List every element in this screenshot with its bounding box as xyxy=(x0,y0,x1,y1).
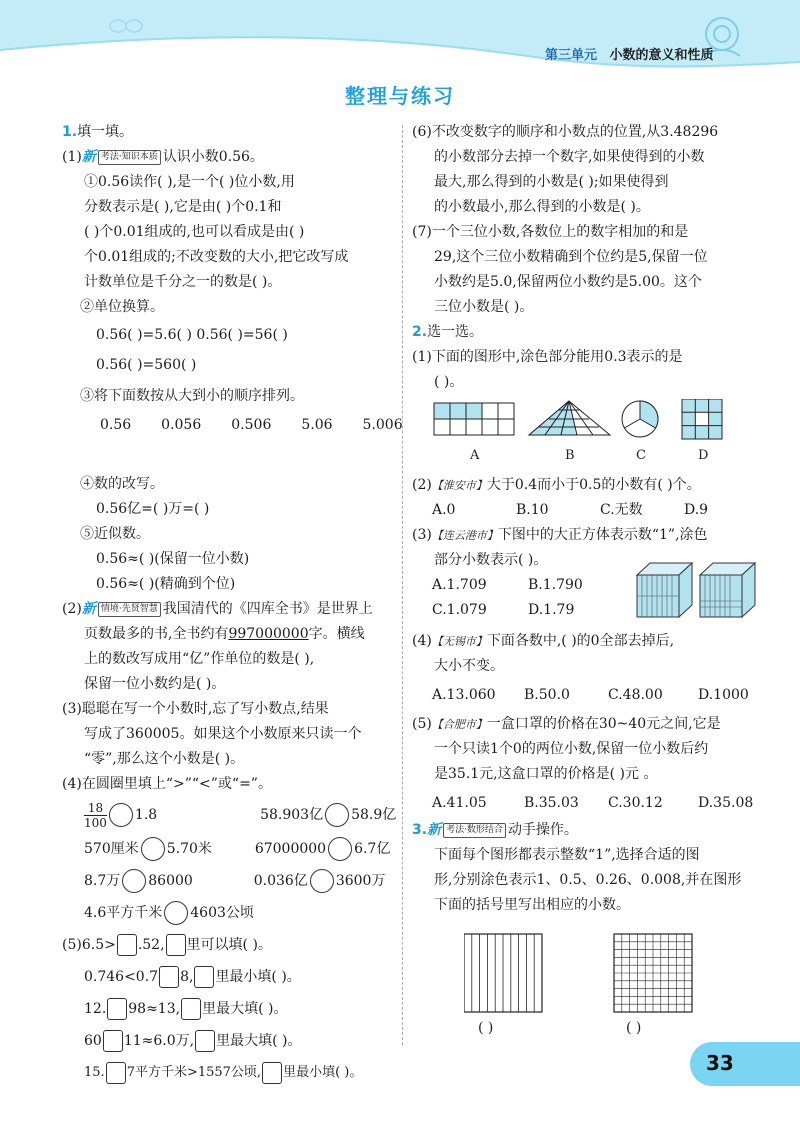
text-span: 页数最多的书,全书约有 xyxy=(84,626,229,642)
option[interactable]: C.30.12 xyxy=(608,795,663,811)
choice-3: (3)【连云港市】下图中的大正方体表示数“1”,涂色 xyxy=(412,527,708,543)
numerator: 18 xyxy=(84,801,107,816)
choice-2: (2)【淮安市】大于0.4而小于0.5的小数有( )个。 xyxy=(412,477,701,493)
section-number: 1. xyxy=(62,124,78,140)
text-line: ①0.56读作( ),是一个( )位小数,用 xyxy=(84,174,295,190)
text-line: 三位小数是( )。 xyxy=(434,299,534,315)
choice-4: (4)【无锡市】下面各数中,( )的0全部去掉后, xyxy=(412,633,675,649)
text-span: 里可以填( )。 xyxy=(186,937,272,953)
question-1-1 xyxy=(62,145,398,170)
text-line: 29,这个三位小数精确到个位约是5,保留一位 xyxy=(434,249,708,265)
answer-blank[interactable]: ( ) xyxy=(626,1020,642,1036)
option[interactable]: D.35.08 xyxy=(698,795,754,811)
figure-b[interactable] xyxy=(529,401,610,435)
text-line: 一个只读1个0的两位小数,保留一位小数后约 xyxy=(434,741,709,757)
compare-circle[interactable] xyxy=(164,901,188,925)
fill-box-row xyxy=(62,1057,398,1089)
city-tag: 【淮安市】 xyxy=(431,479,487,492)
text-line: ( )。 xyxy=(434,374,464,390)
text-span: 里最小填( )。 xyxy=(215,969,301,985)
option[interactable]: D.9 xyxy=(684,502,709,518)
fill-box[interactable] xyxy=(103,1030,123,1052)
cube-figure xyxy=(632,561,762,621)
value: 5.70米 xyxy=(166,841,212,857)
question-text: 下面各数中,( )的0全部去掉后, xyxy=(486,633,675,649)
fill-box[interactable] xyxy=(107,998,127,1020)
number: 5.006 xyxy=(362,417,403,433)
option[interactable]: B.35.03 xyxy=(524,795,579,811)
text-line: 写成了360005。如果这个小数原来只读一个 xyxy=(84,726,362,742)
unit-title: 小数的意义和性质 xyxy=(609,48,714,63)
number: 0.056 xyxy=(161,417,202,433)
value: 8.7万 xyxy=(84,873,121,889)
denominator: 100 xyxy=(84,815,107,830)
number: 0.506 xyxy=(231,417,272,433)
text-span: 里最小填( )。 xyxy=(283,1065,363,1080)
text-line: (3)聪聪在写一个小数时,忘了写小数点,结果 xyxy=(62,701,329,717)
text-line: (1)下面的图形中,涂色部分能用0.3表示的是 xyxy=(412,349,683,365)
option-b-label: B xyxy=(565,448,575,463)
right-column xyxy=(412,120,782,1041)
question-text: 我国清代的《四库全书》是世界上 xyxy=(162,601,373,617)
text-line: 计数单位是千分之一的数是( )。 xyxy=(84,274,282,290)
choice-3-options xyxy=(412,573,782,629)
value: 0.036亿 xyxy=(253,873,308,889)
fraction xyxy=(84,801,107,830)
text-line: 0.56亿=( )万=( ) xyxy=(96,501,210,517)
option[interactable]: C.无数 xyxy=(600,502,643,518)
figure-a[interactable] xyxy=(434,403,514,435)
question-label: (2) xyxy=(62,601,82,617)
value: 4603公顷 xyxy=(190,905,254,921)
text-line: 0.56( )=5.6( ) 0.56( )=56( ) xyxy=(96,327,288,343)
operation-figures xyxy=(464,932,794,1016)
section-2-heading xyxy=(412,320,782,345)
section-title: 选一选。 xyxy=(427,324,484,340)
option[interactable]: C.48.00 xyxy=(608,687,663,703)
fill-box[interactable] xyxy=(166,934,186,956)
text-line: “零”,那么这个小数是( )。 xyxy=(84,751,245,767)
text-line: (6)不改变数字的顺序和小数点的位置,从3.48296 xyxy=(412,124,719,140)
option-d-label: D xyxy=(698,448,709,463)
option-row xyxy=(412,498,782,523)
text-line: 上的数改写成用“亿”作单位的数是( ), xyxy=(84,651,315,667)
text-span: 15. xyxy=(84,1065,105,1080)
answer-row xyxy=(412,1016,782,1041)
option[interactable]: B.1.790 xyxy=(528,577,583,593)
subheading: ③将下面数按从大到小的顺序排列。 xyxy=(80,388,304,404)
option[interactable]: B.50.0 xyxy=(524,687,570,703)
option[interactable]: A.13.060 xyxy=(432,687,496,703)
fill-box[interactable] xyxy=(117,934,137,956)
header-band xyxy=(0,0,800,80)
compare-circle[interactable] xyxy=(141,837,165,861)
number: 5.06 xyxy=(301,417,333,433)
compare-circle[interactable] xyxy=(328,837,352,861)
value: 58.903亿 xyxy=(260,807,324,823)
section-title: 填一填。 xyxy=(77,124,134,140)
option-c-label: C xyxy=(636,448,646,463)
text-line: (7)一个三位小数,各数位上的数字相加的和是 xyxy=(412,224,689,240)
text-span: 里最大填( )。 xyxy=(216,1033,302,1049)
text-line xyxy=(62,622,398,647)
fill-box[interactable] xyxy=(195,1030,215,1052)
option[interactable]: A.1.709 xyxy=(432,577,487,593)
page-title: 整理与练习 xyxy=(345,84,455,108)
question-text: 下图中的大正方体表示数“1”,涂色 xyxy=(497,527,708,543)
topic-tag: 考法·知识本质 xyxy=(98,150,161,165)
value: 570厘米 xyxy=(84,841,139,857)
value: 86000 xyxy=(148,873,193,889)
question-label: (1) xyxy=(62,149,82,165)
new-icon: 新 xyxy=(81,601,96,617)
compare-circle[interactable] xyxy=(109,803,133,827)
compare-circle[interactable] xyxy=(310,869,334,893)
text-line: 最大,那么得到的小数是( );如果使得到 xyxy=(434,174,669,190)
fill-box-row xyxy=(62,993,398,1025)
value: 6.7亿 xyxy=(354,841,391,857)
value: 58.9亿 xyxy=(351,807,397,823)
compare-row xyxy=(62,833,398,865)
text-line: 下面的括号里写出相应的小数。 xyxy=(434,897,630,913)
option[interactable]: A.41.05 xyxy=(432,795,487,811)
compare-row xyxy=(62,797,398,833)
left-column xyxy=(62,120,403,1089)
text-line: (4)在圆圈里填上“>”“<”或“=”。 xyxy=(62,776,272,792)
city-tag: 【连云港市】 xyxy=(431,529,498,542)
text-span: 12. xyxy=(84,1001,107,1017)
text-span: 0.746<0.7 xyxy=(84,969,159,985)
value: 67000000 xyxy=(254,841,327,857)
hundred-grid-square[interactable] xyxy=(614,934,692,1012)
unit-label: 第三单元 xyxy=(545,48,598,63)
text-span: 里最大填( )。 xyxy=(202,1001,288,1017)
text-line: 0.56( )=560( ) xyxy=(96,357,197,373)
text-line: 分数表示是( ),它是由( )个0.1和 xyxy=(84,199,282,215)
fill-box-row xyxy=(62,1025,398,1057)
number-row xyxy=(62,413,403,438)
new-icon: 新 xyxy=(427,822,442,838)
fill-box[interactable] xyxy=(106,1062,126,1084)
value: 3600万 xyxy=(335,873,386,889)
text-line: 部分小数表示( )。 xyxy=(434,552,548,568)
option[interactable]: C.1.079 xyxy=(432,602,487,618)
text-line: ( )个0.01组成的,也可以看成是由( ) xyxy=(84,224,305,240)
answer-blank[interactable]: ( ) xyxy=(478,1020,494,1036)
section-3-heading xyxy=(412,818,782,843)
ten-strip-square[interactable] xyxy=(464,934,542,1012)
text-line: 个0.01组成的;不改变数的大小,把它改写成 xyxy=(84,249,349,265)
question-text: 大于0.4而小于0.5的小数有( )个。 xyxy=(486,477,701,493)
fill-box[interactable] xyxy=(194,966,214,988)
text-line: 的小数部分去掉一个数字,如果使得到的小数 xyxy=(434,149,705,165)
text-span: 7平方千米>1557公顷, xyxy=(126,1065,262,1080)
city-tag: 【合肥市】 xyxy=(431,718,487,731)
subheading: ④数的改写。 xyxy=(80,476,164,492)
compare-circle[interactable] xyxy=(122,869,146,893)
text-span: (5)6.5> xyxy=(62,937,116,953)
value: 4.6平方千米 xyxy=(84,905,163,921)
choice-figures xyxy=(432,399,732,469)
subheading: ⑤近似数。 xyxy=(80,526,150,542)
text-line: 大小不变。 xyxy=(434,658,504,674)
topic-tag: 情境·先贤智慧 xyxy=(98,602,161,617)
option[interactable]: A.0 xyxy=(432,502,456,518)
compare-circle[interactable] xyxy=(325,803,349,827)
text-line: 小数约是5.0,保留两位小数约是5.00。这个 xyxy=(434,274,702,290)
option-row xyxy=(412,683,782,708)
fill-box-row xyxy=(62,961,398,993)
text-span: 60 xyxy=(84,1033,102,1049)
figure-c[interactable] xyxy=(622,401,658,437)
column-divider xyxy=(402,125,403,1045)
fill-box[interactable] xyxy=(262,1062,282,1084)
text-line: 下面每个图形都表示整数“1”,选择合适的图 xyxy=(434,847,700,863)
compare-row xyxy=(62,897,398,929)
section-title: 动手操作。 xyxy=(507,822,578,838)
text-line: 形,分别涂色表示1、0.5、0.26、0.008,并在图形 xyxy=(434,872,742,888)
value: 1.8 xyxy=(134,807,158,823)
header-text xyxy=(545,44,714,63)
text-span: 8, xyxy=(180,969,194,985)
fill-box-row xyxy=(62,929,398,961)
section-number: 2. xyxy=(412,324,428,340)
text-span: .52, xyxy=(137,937,165,953)
text-line: 保留一位小数约是( )。 xyxy=(84,676,226,692)
question-text: 一盒口罩的价格在30~40元之间,它是 xyxy=(486,716,721,732)
text-line: 0.56≈( )(精确到个位) xyxy=(96,576,236,592)
option[interactable]: B.10 xyxy=(516,502,549,518)
figure-d[interactable] xyxy=(682,399,722,439)
text-line: 的小数最小,那么得到的小数是( )。 xyxy=(434,199,650,215)
choice-5: (5)【合肥市】一盒口罩的价格在30~40元之间,它是 xyxy=(412,716,721,732)
new-icon: 新 xyxy=(81,149,96,165)
topic-tag: 考法·数形结合 xyxy=(443,823,506,838)
text-span: 11≈6.0万, xyxy=(123,1033,195,1049)
section-1-heading xyxy=(62,120,398,145)
question-1-2 xyxy=(62,597,398,622)
subheading: ②单位换算。 xyxy=(80,299,164,315)
question-text: 认识小数0.56。 xyxy=(162,149,264,165)
page-number: 33 xyxy=(706,1051,734,1075)
number: 0.56 xyxy=(100,417,132,433)
text-span: 98≈13, xyxy=(128,1001,181,1017)
option-row xyxy=(412,791,782,816)
text-span: 字。横线 xyxy=(308,626,365,642)
fill-box[interactable] xyxy=(159,966,179,988)
text-line: 0.56≈( )(保留一位小数) xyxy=(96,551,250,567)
option[interactable]: D.1.79 xyxy=(528,602,575,618)
option-a-label: A xyxy=(470,448,480,463)
city-tag: 【无锡市】 xyxy=(431,635,487,648)
fill-box[interactable] xyxy=(181,998,201,1020)
compare-row xyxy=(62,865,398,897)
underlined-number: 997000000 xyxy=(228,626,309,642)
section-number: 3. xyxy=(412,822,428,838)
option[interactable]: D.1000 xyxy=(698,687,749,703)
text-line: 是35.1元,这盒口罩的价格是( )元 。 xyxy=(434,766,658,782)
